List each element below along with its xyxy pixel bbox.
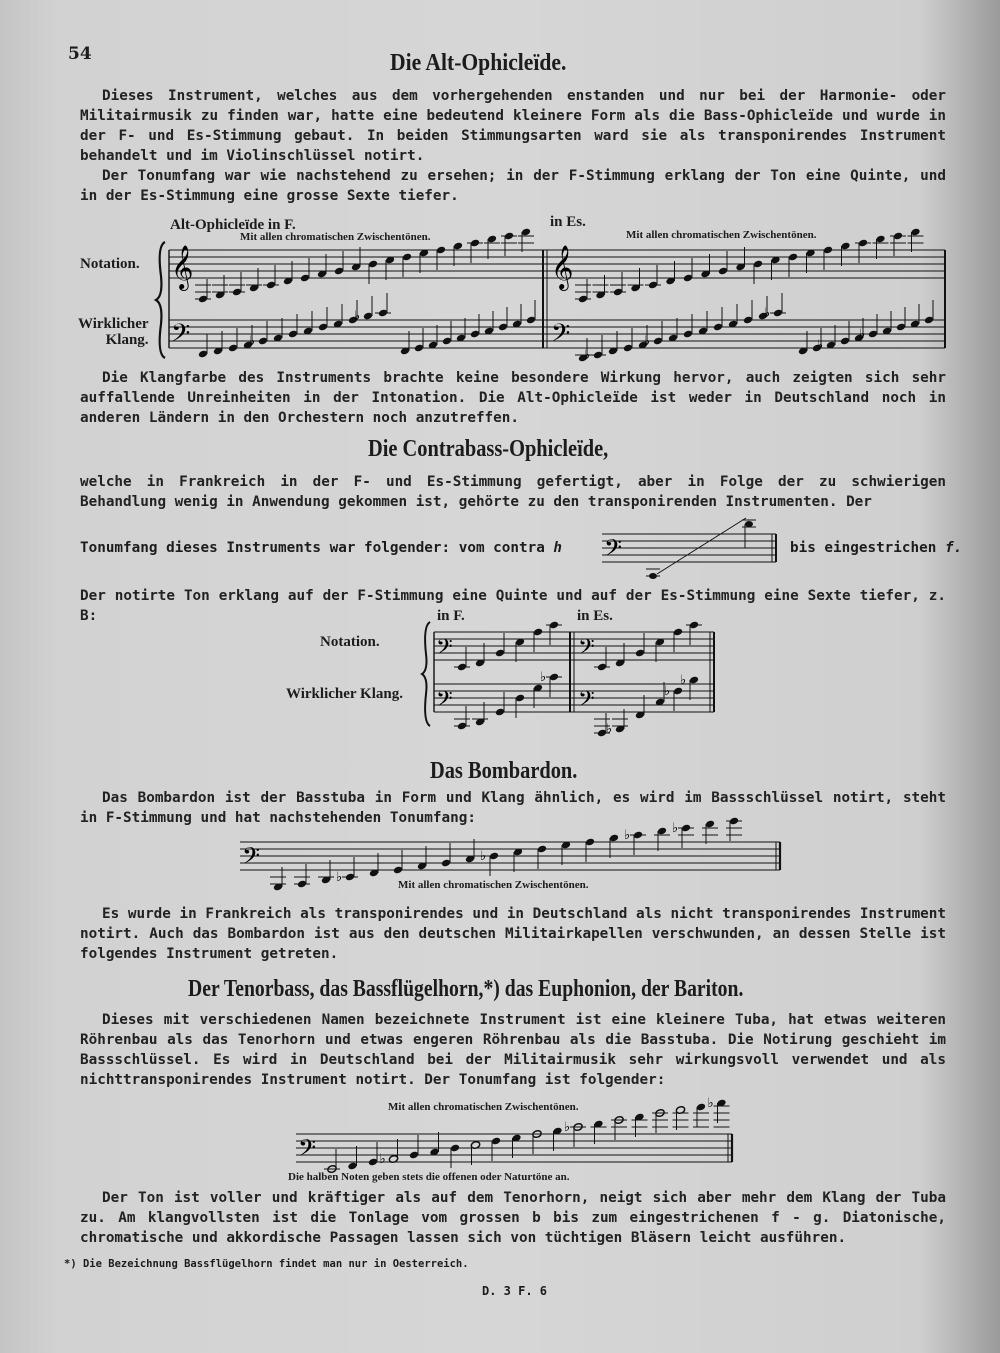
- chromatic-note-f: Mit allen chromatischen Zwischentönen.: [240, 231, 431, 243]
- flat-icon: ♭: [564, 1120, 571, 1135]
- flat-icon: ♭: [354, 309, 361, 324]
- row-label-klang-2: Wirklicher Klang.: [286, 686, 403, 702]
- range-after: bis eingestrichen: [790, 540, 937, 556]
- label-in-f: in F.: [437, 608, 465, 624]
- flat-icon: ♭: [707, 1096, 714, 1111]
- flat-icon: ♭: [672, 821, 679, 836]
- section1-p2: Der Tonumfang war wie nachstehend zu ersehen; in der F-Stimmung erklang der Ton eine Quinte, und in der Es-Stimmung eine grosse Sexte tiefer.: [80, 168, 946, 204]
- flat-icon: ♭: [817, 338, 824, 353]
- section-title-contrabass-ophicleide: Die Contrabass-Ophicleïde,: [368, 436, 609, 462]
- section2-p1: welche in Frankreich in der F- und Es-Stimmung gefertigt, aber in Folge der zu schwierigen Behandlung wenig in Anwendung gekommen ist, gehörte zu den transponirenden Instrumenten. Der: [80, 474, 946, 510]
- example-label-f: Alt-Ophicleïde in F.: [170, 217, 296, 233]
- row-label-notation: Notation.: [80, 256, 140, 272]
- contrabass-score: [422, 610, 742, 750]
- example-label-es: in Es.: [550, 214, 586, 230]
- bass-clef-icon: 𝄢: [551, 319, 571, 354]
- bass-clef-icon: 𝄢: [298, 1134, 317, 1167]
- flat-icon: ♭: [606, 722, 613, 737]
- section1-paragraph-3: [80, 368, 946, 428]
- section-title-alt-ophicleide: Die Alt-Ophicleïde.: [390, 50, 567, 76]
- contrabass-range-staff: [598, 512, 788, 582]
- flat-icon: ♭: [584, 348, 591, 363]
- section4-paragraph-2: [80, 1188, 946, 1248]
- flat-icon: ♭: [859, 327, 866, 342]
- section4-p2: Der Ton ist voller und kräftiger als auf dem Tenorhorn, neigt sich aber mehr dem Klang der Tuba zu. Am klangvollsten ist die Tonlage vom grossen b bis zum eingestrichenen f - g. Diatonische, chromatische und akkordische Passagen lassen sich von tüchtigen Bläsern leicht ausführen.: [80, 1190, 946, 1246]
- range-sentence-end: [790, 540, 962, 556]
- bass-clef-icon: 𝄢: [604, 534, 623, 567]
- flat-icon: ♭: [680, 673, 687, 688]
- section2-paragraph-1: [80, 472, 946, 512]
- treble-clef-icon: 𝄞: [171, 245, 194, 289]
- section4-paragraph-1: [80, 1010, 946, 1090]
- halfnote-note: Die halben Noten geben stets die offenen oder Naturtöne an.: [288, 1171, 570, 1183]
- row-label-notation-2: Notation.: [320, 634, 380, 650]
- chromatic-note-es: Mit allen chromatischen Zwischentönen.: [626, 229, 817, 241]
- section3-p1: Das Bombardon ist der Basstuba in Form und Klang ähnlich, es wird im Bassschlüssel notirt, steht in F-Stimmung und hat nachstehenden Tonumfang:: [80, 790, 946, 826]
- flat-icon: ♭: [624, 828, 631, 843]
- section-title-tenorbass: Der Tenorbass, das Bassflügelhorn,*) das Euphonion, der Bariton.: [188, 976, 744, 1002]
- flat-icon: ♭: [764, 306, 771, 321]
- bass-clef-icon: 𝄢: [578, 635, 595, 665]
- bass-clef-icon: 𝄢: [242, 842, 261, 875]
- tenorbass-chromatic-note: Mit allen chromatischen Zwischentönen.: [388, 1101, 579, 1113]
- plate-number: D. 3 F. 6: [482, 1284, 548, 1298]
- section-title-bombardon: Das Bombardon.: [430, 758, 578, 784]
- flat-icon: ♭: [664, 684, 671, 699]
- flat-icon: ♭: [644, 334, 651, 349]
- bass-clef-icon: 𝄢: [578, 687, 595, 717]
- brace: [156, 242, 165, 358]
- flat-icon: ♭: [336, 870, 343, 885]
- section3-paragraph-2: [80, 904, 946, 964]
- flat-icon: ♭: [249, 334, 256, 349]
- section1-p3: Die Klangfarbe des Instruments brachte keine besondere Wirkung hervor, auch zeigten sich sehr auffallende Unreinheiten in der Intonation. Die Alt-Ophicleïde ist weder in Deutschland noch in anderen Ländern in den Orchestern noch anzutreffen.: [80, 370, 946, 426]
- bass-clef-icon: 𝄢: [171, 319, 191, 354]
- section2-p2: Der notirte Ton erklang auf der F-Stimmung eine Quinte und auf der Es-Stimmung eine Sexte tiefer, z. B:: [80, 588, 946, 624]
- flat-icon: ♭: [379, 1152, 386, 1167]
- section3-p2: Es wurde in Frankreich als transponirendes und in Deutschland als nicht transponirendes Instrument notirt. Auch das Bombardon ist aus den deutschen Militairkapellen verschwunden, an dessen Stelle ist folgendes Instrument getreten.: [80, 906, 946, 962]
- bass-clef-icon: 𝄢: [436, 635, 453, 665]
- range-sentence: [80, 540, 562, 556]
- section1-p1: Dieses Instrument, welches aus dem vorhergehenden enstanden und nur bei der Harmonie- oder Militairmusik zu finden war, hatte eine bedeutend kleinere Form als die Bass-Ophicleïde und wurde in der F- und Es-Stimmung gebaut. In beiden Stimmungsarten ward sie als transponirendes Instrument behandelt und im Violinschlüssel notirt.: [80, 88, 946, 164]
- alt-ophicleide-score: [155, 236, 955, 366]
- range-before: Tonumfang dieses Instruments war folgender: vom contra: [80, 540, 545, 556]
- label-in-es: in Es.: [577, 608, 613, 624]
- range-to: f.: [944, 540, 963, 556]
- bombardon-chromatic-note: Mit allen chromatischen Zwischentönen.: [398, 879, 589, 891]
- row-label-klang: Wirklicher Klang.: [78, 316, 149, 348]
- bass-clef-icon: 𝄢: [436, 687, 453, 717]
- flat-icon: ♭: [540, 670, 547, 685]
- flat-icon: ♭: [480, 849, 487, 864]
- section1-paragraph-1: [80, 86, 946, 206]
- section4-p1: Dieses mit verschiedenen Namen bezeichnete Instrument ist eine kleinere Tuba, hat etwas weiteren Röhrenbau als das Tenorhorn und etwas engeren Röhrenbau als die Basstuba. Die Notirung geschieht im Bassschlüssel. Es wird in Deutschland bei der Militairmusik sehr wirkungsvoll verwendet und als nichttransponirendes Instrument notirt. Der Tonumfang ist folgender:: [80, 1012, 946, 1088]
- treble-clef-icon: 𝄞: [551, 245, 574, 289]
- page-number: 54: [68, 44, 92, 64]
- range-from: h: [553, 540, 563, 556]
- footnote: *) Die Bezeichnung Bassflügelhorn findet man nur in Oesterreich.: [64, 1258, 469, 1270]
